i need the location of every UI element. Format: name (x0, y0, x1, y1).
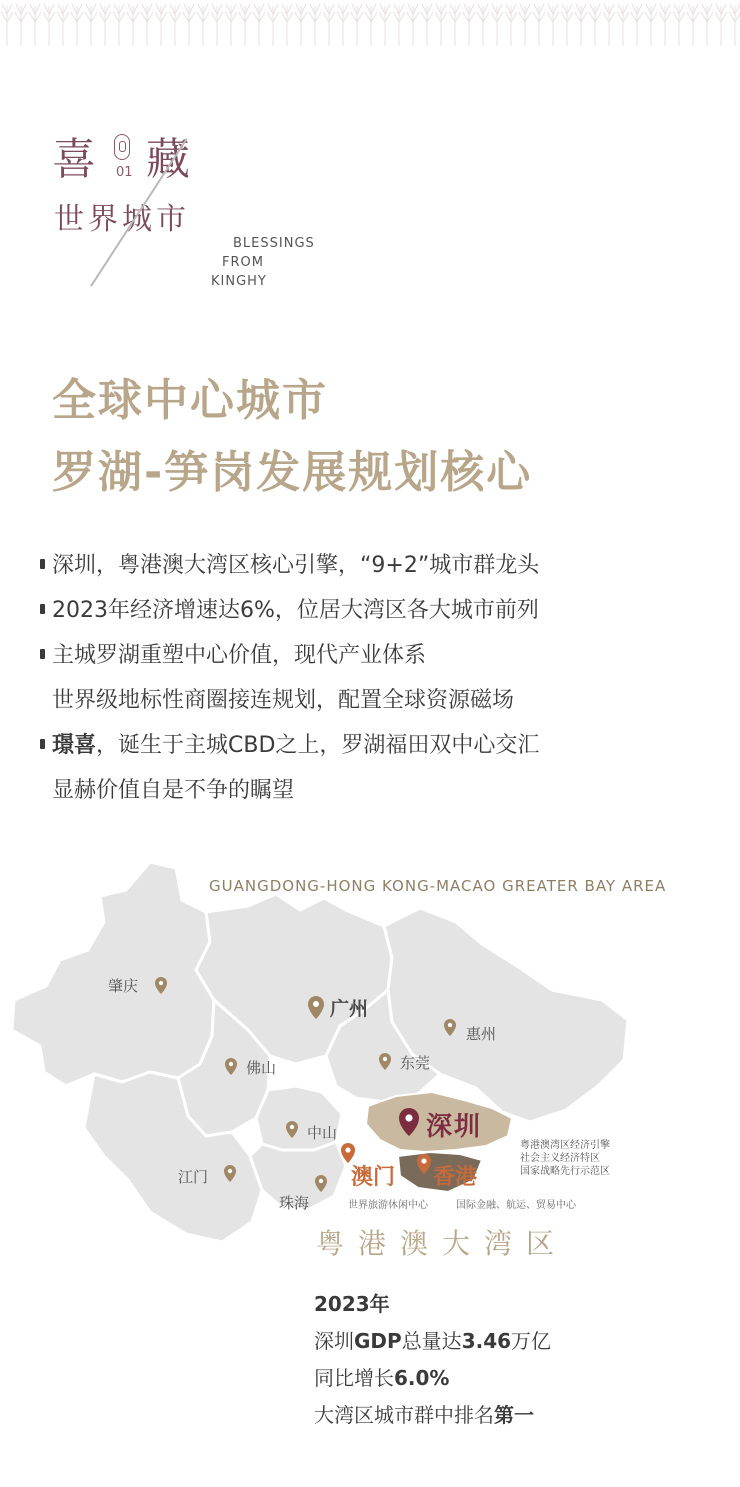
city-label-macau: 澳门 (351, 1165, 396, 1190)
brand-subtitle: 世界城市 (54, 202, 190, 237)
stat-gdp (314, 1325, 551, 1354)
stat-year: 2023年 (314, 1292, 390, 1316)
bullet-marker (40, 649, 45, 659)
bullet-marker (40, 559, 45, 569)
headline-line-2: 罗湖-笋岗发展规划核心 (52, 447, 533, 498)
headline-line-1: 全球中心城市 (52, 375, 328, 426)
shenzhen-note-2: 社会主义经济特区 (520, 1153, 600, 1164)
bullet-text: 2023年经济增速达6%，位居大湾区各大城市前列 (52, 598, 539, 623)
city-label-huizhou: 惠州 (466, 1025, 497, 1043)
brand-badge-icon (114, 134, 130, 160)
bullet-item-1 (40, 548, 539, 579)
stat-gdp-prefix: 深圳 (314, 1329, 354, 1353)
shenzhen-note-1: 粤港澳湾区经济引擎 (520, 1140, 610, 1151)
hongkong-note: 国际金融、航运、贸易中心 (456, 1200, 576, 1211)
brand-char-cang: 藏 (146, 134, 190, 185)
issue-number: 01 (116, 165, 133, 180)
city-label-foshan: 佛山 (246, 1059, 277, 1077)
bullet-item-4 (40, 728, 539, 759)
stat-gdp-unit: 万亿 (511, 1329, 552, 1353)
project-name: 璟喜 (52, 733, 97, 758)
blessing-line-3: KINGHY (211, 274, 267, 289)
stat-gdp-mid: 总量达 (401, 1329, 462, 1353)
city-label-jiangmen: 江门 (178, 1168, 209, 1186)
stat-rank-value: 第一 (494, 1403, 534, 1427)
map-title-chinese: 粤港澳大湾区 (316, 1227, 569, 1260)
stat-gdp-value: 3.46 (461, 1329, 512, 1353)
bullet-item-4-continued: 显赫价值自是不争的瞩望 (52, 778, 295, 803)
bullet-text: 主城罗湖重塑中心价值，现代产业体系 (52, 643, 427, 668)
stat-rank (314, 1399, 534, 1428)
bullet-item-2 (40, 593, 539, 624)
region-zhaoqing (12, 862, 214, 1086)
stat-growth-value: 6.0% (394, 1366, 450, 1390)
city-label-dongguan: 东莞 (400, 1054, 431, 1072)
bullet-text: 深圳，粤港澳大湾区核心引擎，“9+2”城市群龙头 (52, 553, 540, 578)
stat-gdp-label: GDP (354, 1329, 402, 1353)
stat-rank-prefix: 大湾区城市群中排名 (314, 1403, 494, 1427)
blessing-line-1: BLESSINGS (233, 236, 315, 251)
shenzhen-note-3: 国家战略先行示范区 (520, 1166, 610, 1177)
bullet-item-3-continued: 世界级地标性商圈接连规划，配置全球资源磁场 (52, 688, 515, 713)
brand-char-xi: 喜 (52, 134, 96, 185)
bullet-marker (40, 604, 45, 614)
city-label-zhaoqing: 肇庆 (108, 977, 139, 995)
city-label-guangzhou: 广州 (330, 998, 369, 1020)
stat-growth (314, 1362, 449, 1391)
top-decorative-pattern (0, 0, 740, 46)
bullet-marker (40, 739, 45, 749)
shenzhen-notes (520, 1139, 610, 1178)
macau-note: 世界旅游休闲中心 (348, 1200, 428, 1211)
city-label-zhuhai: 珠海 (279, 1194, 310, 1212)
blessing-line-2: FROM (222, 255, 264, 270)
city-label-shenzhen: 深圳 (426, 1112, 483, 1142)
bullet-text: ，诞生于主城CBD之上，罗湖福田双中心交汇 (96, 733, 540, 758)
stat-growth-prefix: 同比增长 (314, 1366, 394, 1390)
map-title-english: GUANGDONG-HONG KONG-MACAO GREATER BAY AREA (209, 877, 667, 895)
city-label-zhongshan: 中山 (307, 1124, 338, 1142)
city-label-hongkong: 香港 (433, 1165, 478, 1190)
bullet-item-3 (40, 638, 426, 669)
